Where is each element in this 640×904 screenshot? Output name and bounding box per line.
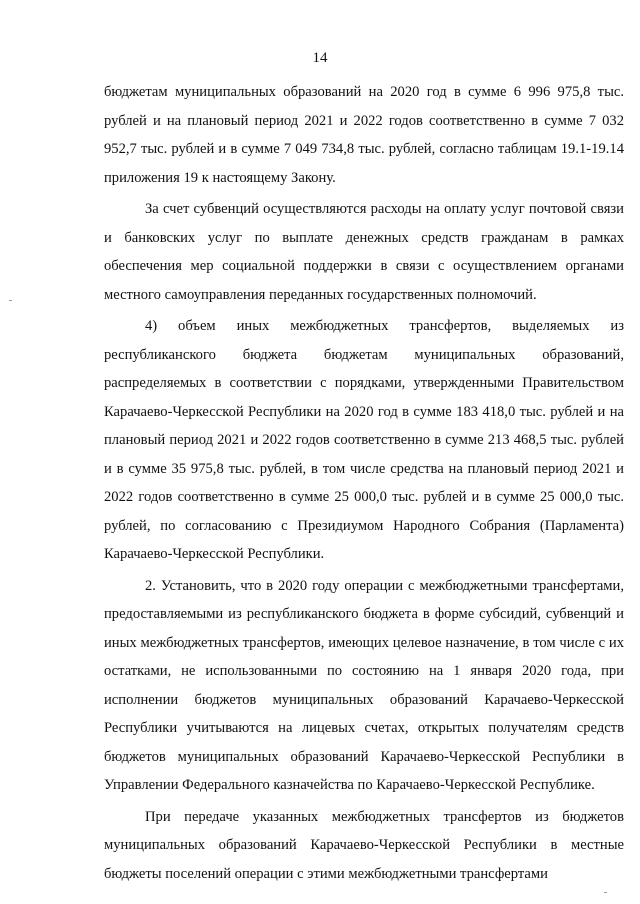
paragraph-operations-accounts: 2. Установить, что в 2020 году операции с межбюджетными трансфертами, предоставляемыми из республиканского бюджета в форме субсидий, субвенций и иных межбюджетных трансфертов, имеющих целевое назначение, в том числе с их остатками, не использованными по состоянию на 1 января 2020 года, при исполнении бюджетов муниципальных образований Карачаево-Черкесской Республики учитываются на лицевых счетах, открытых получателям средств бюджетов муниципальных образований Карачаево-Черкесской Республики в Управлении Федерального казначейства по Карачаево-Черкесской Республике.	[104, 577, 624, 793]
document-body	[104, 78, 624, 888]
scan-speck	[9, 300, 12, 301]
paragraph-transfer-settlements: При передаче указанных межбюджетных трансфертов из бюджетов муниципальных образований Карачаево-Черкесской Республики в местные бюджеты поселений операции с этими межбюджетными трансфертами	[104, 808, 624, 882]
paragraph-subventions-amounts: бюджетам муниципальных образований на 2020 год в сумме 6 996 975,8 тыс. рублей и на плановый период 2021 и 2022 годов соответственно в сумме 7 032 952,7 тыс. рублей и в сумме 7 049 734,8 тыс. рублей, согласно таблицам 19.1-19.14 приложения 19 к настоящему Закону.	[104, 84, 624, 186]
page-number: 14	[312, 50, 328, 66]
paragraph-other-transfers: 4) объем иных межбюджетных трансфертов, выделяемых из республиканского бюджета бюджетам муниципальных образований, распределяемых в соответствии с порядками, утвержденными Правительством Карачаево-Черкесской Республики на 2020 год в сумме 183 418,0 тыс. рублей и на плановый период 2021 и 2022 годов соответственно в сумме 213 468,5 тыс. рублей и в сумме 35 975,8 тыс. рублей, в том числе средства на плановый период 2021 и 2022 годов соответственно в сумме 25 000,0 тыс. рублей и в сумме 25 000,0 тыс. рублей, по согласованию с Президиумом Народного Собрания (Парламента) Карачаево-Черкесской Республики.	[104, 318, 624, 562]
paragraph-subventions-expenses: За счет субвенций осуществляются расходы на оплату услуг почтовой связи и банковских услуг по выплате денежных средств гражданам в рамках обеспечения мер социальной поддержки в связи с осуществлением органами местного самоуправления переданных государственных полномочий.	[104, 201, 624, 303]
scan-speck	[604, 892, 607, 893]
